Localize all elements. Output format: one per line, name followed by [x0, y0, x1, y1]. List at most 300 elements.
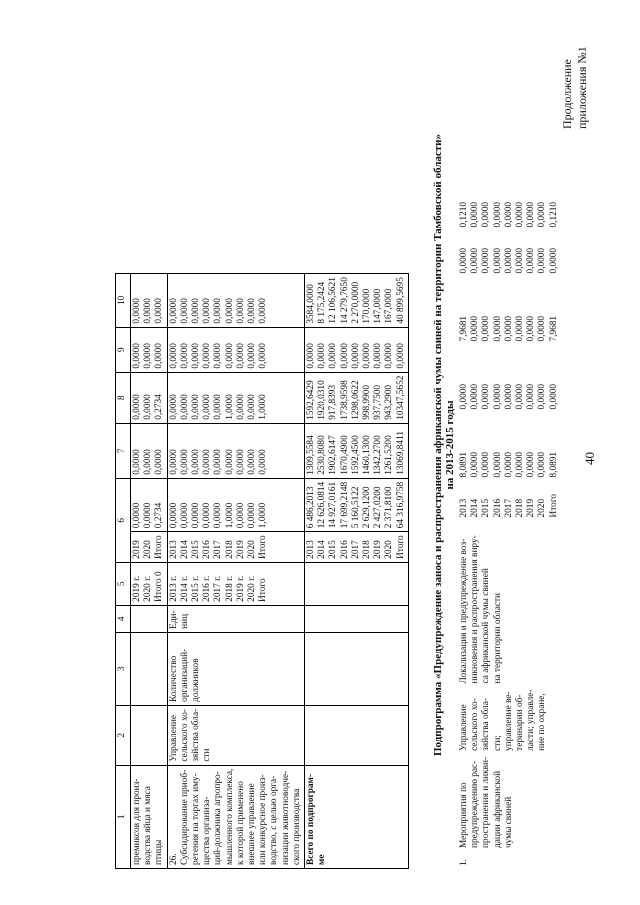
year-label: 2016 [202, 540, 213, 559]
value: 0,0000 [247, 502, 258, 529]
year-label: 2017 г. [213, 575, 224, 602]
value: 2 270,0000 [350, 281, 361, 324]
title-line: Подпрограмма «Предупреждение заноса и распространения африканской чумы свиней на территории Тамбовской области» [432, 133, 444, 757]
value-cell [131, 478, 168, 531]
value: 0,0000 [143, 298, 154, 324]
value: 7,9681 [459, 315, 469, 342]
value: 1,0000 [224, 394, 235, 420]
value-cell [167, 478, 304, 531]
text-line: Локализация и предупреждение воз- [459, 538, 469, 684]
text-line: ского производства [291, 788, 302, 865]
year-label: 2016 [492, 498, 503, 518]
value: 3584,0000 [306, 284, 317, 324]
value: 0,0000 [384, 343, 395, 369]
year-label: 2020 [537, 498, 548, 518]
value: 0,0000 [191, 449, 202, 475]
value: 0,0000 [213, 394, 224, 420]
year-label: 2019 [526, 498, 537, 518]
header-cell: 9 [116, 327, 131, 372]
year-label: 2014 [470, 498, 481, 518]
year-label: 2013 г. [168, 575, 179, 602]
value: 0,0000 [515, 383, 526, 410]
year-cell [305, 532, 409, 563]
value: 167,0000 [384, 288, 395, 324]
value: 0,0000 [191, 502, 202, 529]
empty-cell [305, 562, 409, 605]
value: 0,0000 [132, 502, 142, 529]
value: 0,0000 [548, 383, 559, 410]
value: 0,0000 [235, 298, 246, 324]
year-label: Итого [395, 535, 406, 559]
value: 0,0000 [235, 394, 246, 420]
value: 0,0000 [492, 247, 503, 274]
text-line: Всего по подпрограм- [306, 774, 317, 865]
year-cell [458, 480, 561, 520]
header-cell: 2 [116, 705, 131, 765]
row-number-cell [458, 851, 561, 869]
value: 0,0000 [247, 298, 258, 324]
value: 998,9900 [362, 384, 373, 420]
empty-cell [131, 632, 168, 705]
text-line: са африканской чумы свиней [481, 568, 492, 684]
year-label: 2020 г. [247, 575, 258, 602]
value: 0,0000 [470, 315, 481, 342]
value: 1298,0622 [350, 380, 361, 420]
value-cell [305, 423, 409, 478]
value: 0,0000 [179, 449, 190, 475]
empty-cell [131, 605, 168, 632]
value-cell [305, 372, 409, 423]
executor-cell [458, 686, 561, 753]
table-row-prev [131, 274, 168, 869]
value: 0,0000 [143, 449, 154, 475]
text-line: сти; [492, 735, 503, 751]
value-cell [305, 327, 409, 372]
value-cell [305, 478, 409, 531]
header-cell: 3 [116, 632, 131, 705]
text-line: водство, с целью орга- [269, 775, 280, 865]
value: 1670,4900 [339, 435, 350, 475]
value: 0,0000 [328, 343, 339, 369]
value: 0,0000 [306, 343, 317, 369]
value: 0,0000 [373, 343, 384, 369]
year-label: 2019 г. [235, 575, 246, 602]
value: 917,8393 [328, 384, 339, 420]
value: 0,0000 [191, 298, 202, 324]
value: 0,0000 [224, 449, 235, 475]
year-label: 2013 [459, 498, 469, 518]
value: 8,0891 [459, 451, 469, 478]
value-cell [131, 327, 168, 372]
desc-cell [458, 754, 561, 851]
value: 0,0000 [202, 449, 213, 475]
subprogram-table [458, 180, 561, 869]
text-line: Еди- [168, 610, 179, 629]
year-label: Итого [548, 493, 559, 518]
text-line: Управление [459, 704, 469, 751]
value-cell [458, 180, 561, 230]
unit-cell [167, 605, 304, 632]
text-line: ретения на торгах иму- [191, 773, 202, 865]
text-line: организаций- [179, 648, 190, 702]
desc-cell [131, 765, 168, 868]
value: 0,0000 [179, 298, 190, 324]
value: 0,0000 [537, 247, 548, 274]
text-line: Мероприятия по [459, 782, 469, 848]
text-line: зяйства обла- [191, 708, 202, 762]
value-cell [131, 423, 168, 478]
appendix-title: Продолжение приложения №1 [560, 46, 589, 129]
value-cell [131, 372, 168, 423]
value: 0,0000 [526, 451, 537, 478]
value: 0,2734 [154, 394, 165, 420]
value: 2530,8080 [317, 435, 328, 475]
year-label: Итого [258, 578, 269, 602]
table-row-total [305, 274, 409, 869]
table-row-1 [458, 180, 561, 869]
header-cell: 6 [116, 478, 131, 562]
text-line: к которой применено [235, 781, 246, 865]
value: 0,0000 [143, 394, 154, 420]
header-cell: 8 [116, 372, 131, 423]
year-label: 2019 [373, 540, 384, 559]
value-cell [458, 230, 561, 276]
value: 0,0000 [247, 449, 258, 475]
year-label: 2018 [515, 498, 526, 518]
value: 1,0000 [258, 394, 269, 420]
text-line: сельского хо- [179, 709, 190, 762]
row-number: 1. [459, 859, 469, 866]
text-line: чумы свиней [503, 796, 514, 848]
text-line: ласти; управле- [526, 689, 537, 751]
year-label: 2019 [132, 540, 142, 559]
value: 1902,6147 [328, 435, 339, 475]
value: 0,0000 [339, 343, 350, 369]
value: 0,1210 [548, 201, 559, 228]
value: 0,0000 [132, 343, 142, 369]
value: 0,0000 [154, 449, 165, 475]
value-cell [167, 274, 304, 327]
value-cell [458, 276, 561, 344]
year-label: 2020 [143, 540, 154, 559]
year-cell [167, 562, 304, 605]
value: 0,0000 [224, 298, 235, 324]
value: 0,0000 [202, 394, 213, 420]
main-table [115, 273, 409, 869]
value: 0,0000 [503, 451, 514, 478]
value: 0,0000 [481, 201, 492, 228]
value: 1261,5200 [384, 435, 395, 475]
text-line: сти [202, 748, 213, 762]
value: 0,0000 [143, 502, 154, 529]
text-line: пространения и ликви- [481, 756, 492, 848]
year-label: 2015 г. [191, 575, 202, 602]
text-line: премиксов для произ- [132, 778, 142, 865]
value: 0,0000 [537, 451, 548, 478]
value: 0,0000 [202, 502, 213, 529]
year-label: 2014 [179, 540, 190, 559]
total-label-cell [305, 765, 409, 868]
empty-cell [305, 705, 409, 765]
text-line: водства яйца и мяса [143, 786, 154, 865]
text-line: теринарии об- [515, 694, 526, 751]
text-line: или конкурсное произ- [258, 774, 269, 865]
header-cell: 5 [116, 562, 131, 605]
value: 0,0000 [515, 247, 526, 274]
value: 13069,8411 [395, 430, 406, 475]
value: 0,0000 [143, 343, 154, 369]
value-cell [458, 412, 561, 480]
value-cell [167, 423, 304, 478]
value: 0,0000 [481, 247, 492, 274]
value: 0,1210 [459, 201, 469, 228]
year-label: Итого 0 [154, 571, 165, 602]
value: 40 899,5695 [395, 277, 406, 324]
text-line: щества организа- [202, 796, 213, 865]
value: 0,0000 [191, 343, 202, 369]
text-line: внешнее управление [247, 783, 258, 865]
text-line: ме [317, 854, 328, 865]
value: 0,0000 [202, 298, 213, 324]
value: 0,0000 [537, 201, 548, 228]
value: 0,0000 [481, 315, 492, 342]
value-cell [131, 274, 168, 327]
value: 0,0000 [350, 343, 361, 369]
value: 8,0891 [548, 451, 559, 478]
value: 0,0000 [526, 201, 537, 228]
value: 0,0000 [395, 343, 406, 369]
value: 0,0000 [470, 383, 481, 410]
value: 0,0000 [213, 449, 224, 475]
value: 0,0000 [526, 247, 537, 274]
text-line: ций-должника агропро- [213, 771, 224, 865]
page-number: 40 [582, 452, 597, 465]
value: 5 160,5122 [350, 486, 361, 529]
value: 1,0000 [258, 502, 269, 529]
text-line: предупреждению рас- [470, 760, 481, 848]
year-label: 2015 [191, 540, 202, 559]
value: 1,0000 [224, 502, 235, 529]
value: 0,0000 [515, 201, 526, 228]
title-line: на 2013-2015 годы [444, 400, 456, 490]
year-label: 2015 [328, 540, 339, 559]
value: 2 427,0200 [373, 486, 384, 529]
executor-cell [167, 705, 304, 765]
value: 0,0000 [492, 451, 503, 478]
empty-cell [131, 705, 168, 765]
value: 0,0000 [168, 394, 179, 420]
year-label: 2018 [224, 540, 235, 559]
text-line: Управление [168, 715, 179, 762]
value: 0,0000 [247, 343, 258, 369]
year-label: 2017 [503, 498, 514, 518]
text-line: зяйства обла- [481, 698, 492, 751]
value: 6 486,2013 [306, 486, 317, 529]
value: 1309,5584 [306, 435, 317, 475]
value: 0,0000 [132, 298, 142, 324]
text-line: Количество [168, 655, 179, 702]
value: 0,0000 [526, 383, 537, 410]
value: 1592,6429 [306, 380, 317, 420]
value: 0,0000 [492, 383, 503, 410]
year-cell [167, 532, 304, 563]
value: 64 316,9758 [395, 481, 406, 529]
value: 0,0000 [515, 315, 526, 342]
header-cell: 4 [116, 605, 131, 632]
year-label: 2019 г. [132, 575, 142, 602]
value: 0,0000 [247, 394, 258, 420]
year-label: 2019 [235, 540, 246, 559]
value-cell [305, 274, 409, 327]
value: 10347,5652 [395, 375, 406, 420]
indicator-cell [458, 520, 561, 686]
value: 0,0000 [526, 315, 537, 342]
year-label: 2017 [350, 540, 361, 559]
value: 0,0000 [168, 343, 179, 369]
value: 0,0000 [470, 451, 481, 478]
year-label: 2018 г. [224, 575, 235, 602]
empty-cell [305, 632, 409, 705]
year-label: 2015 [481, 498, 492, 518]
value: 0,0000 [224, 343, 235, 369]
year-label: 2016 г. [202, 575, 213, 602]
value: 0,0000 [258, 449, 269, 475]
value: 12 626,0814 [317, 481, 328, 529]
year-label: 2020 [247, 540, 258, 559]
year-label: 2020 [384, 540, 395, 559]
value: 147,0000 [373, 288, 384, 324]
value: 0,0000 [481, 383, 492, 410]
value: 2 371,8100 [384, 486, 395, 529]
value: 937,7500 [373, 384, 384, 420]
year-label: 2018 [362, 540, 373, 559]
value: 0,0000 [235, 343, 246, 369]
value: 1460,1300 [362, 435, 373, 475]
value: 0,0000 [503, 201, 514, 228]
year-cell [131, 562, 168, 605]
value: 0,0000 [202, 343, 213, 369]
table-row-26 [167, 274, 304, 869]
value: 0,0000 [492, 315, 503, 342]
value: 0,0000 [154, 298, 165, 324]
value: 0,0000 [503, 315, 514, 342]
value: 0,0000 [317, 343, 328, 369]
year-cell [131, 532, 168, 563]
value: 17 699,2148 [339, 481, 350, 529]
value: 0,0000 [179, 502, 190, 529]
value-cell [458, 344, 561, 412]
value: 12 106,5621 [328, 277, 339, 324]
year-label: 2016 [339, 540, 350, 559]
value: 0,2734 [154, 502, 165, 529]
value: 0,0000 [168, 298, 179, 324]
empty-cell [305, 605, 409, 632]
year-label: 2014 г. [179, 575, 190, 602]
value-cell [167, 327, 304, 372]
value: 1342,2700 [373, 435, 384, 475]
value: 0,0000 [470, 201, 481, 228]
text-line: низации животноводче- [280, 770, 291, 865]
text-line: дации африканской [492, 770, 503, 848]
value: 0,0000 [503, 383, 514, 410]
value: 943,2900 [384, 384, 395, 420]
text-line: ние по охране, [537, 693, 548, 751]
value: 0,0000 [459, 247, 469, 274]
value: 0,0000 [191, 394, 202, 420]
value: 0,0000 [213, 298, 224, 324]
value: 0,0000 [235, 502, 246, 529]
year-label: 2013 [306, 540, 317, 559]
value: 0,0000 [168, 502, 179, 529]
value: 1920,0310 [317, 380, 328, 420]
value: 0,0000 [258, 298, 269, 324]
value: 0,0000 [515, 451, 526, 478]
value: 0,0000 [459, 383, 469, 410]
value: 0,0000 [132, 449, 142, 475]
year-label: 2017 [213, 540, 224, 559]
year-label: 2013 [168, 540, 179, 559]
value: 0,0000 [548, 247, 559, 274]
row-number: 26. [168, 853, 179, 865]
header-row [116, 274, 131, 869]
header-cell: 7 [116, 423, 131, 478]
year-label: Итого [258, 535, 269, 559]
value: 0,0000 [537, 315, 548, 342]
value: 0,0000 [470, 247, 481, 274]
value: 0,0000 [179, 394, 190, 420]
text-line: должников [191, 658, 202, 702]
value: 0,0000 [213, 502, 224, 529]
value: 2 629,1200 [362, 486, 373, 529]
value: 1592,4500 [350, 435, 361, 475]
value: 8 175,2424 [317, 281, 328, 324]
text-line: на территории области [492, 593, 503, 684]
header-cell: 1 [116, 765, 131, 868]
value: 0,0000 [258, 343, 269, 369]
value: 14 927,0161 [328, 481, 339, 529]
value: 7,9681 [548, 315, 559, 342]
text-line: никновения и распространения виру- [470, 535, 481, 684]
value: 170,0000 [362, 288, 373, 324]
value: 0,0000 [503, 247, 514, 274]
value: 0,0000 [213, 343, 224, 369]
value: 0,0000 [492, 201, 503, 228]
text-line: мышленного комплекса, [224, 768, 235, 865]
value: 0,0000 [537, 383, 548, 410]
indicator-cell [167, 632, 304, 705]
value: 0,0000 [235, 449, 246, 475]
year-label: 2020 г. [143, 575, 154, 602]
text-line: ниц [179, 613, 190, 629]
value: 0,0000 [154, 343, 165, 369]
year-label: Итого [154, 535, 165, 559]
desc-cell [167, 765, 304, 868]
value: 0,0000 [362, 343, 373, 369]
value: 14 279,7650 [339, 277, 350, 324]
value: 0,0000 [179, 343, 190, 369]
year-label: 2014 [317, 540, 328, 559]
text-line: управление ве- [503, 691, 514, 751]
value-cell [167, 372, 304, 423]
value: 0,0000 [481, 451, 492, 478]
text-line: птицы [154, 839, 165, 865]
text-line: сельского хо- [470, 698, 481, 751]
value: 1738,9598 [339, 380, 350, 420]
subprogram-title [432, 45, 456, 845]
text-line: Субсидирование приоб- [179, 769, 190, 865]
value: 0,0000 [132, 394, 142, 420]
header-cell: 10 [116, 274, 131, 327]
